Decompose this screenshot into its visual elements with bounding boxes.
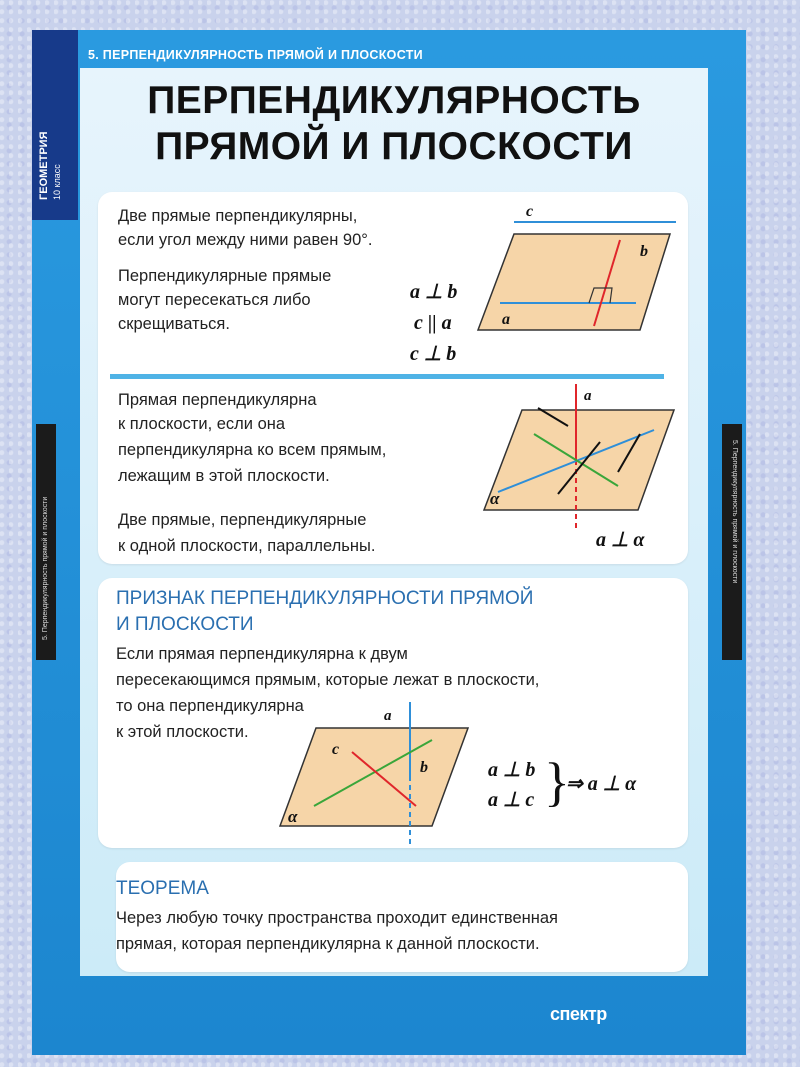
s2-line3: перпендикулярна ко всем прямым, [118,441,387,459]
criterion-diagram [276,700,476,850]
s2-formula: a ⊥ α [596,529,645,551]
s1-formula-3: c ⊥ b [410,343,457,365]
s3-line1: Если прямая перпендикулярна к двум [116,645,408,663]
publisher-logo: спектр [550,1004,607,1024]
s2-line1: Прямая перпендикулярна [118,391,317,409]
s1-formula-1: a ⊥ b [410,281,458,303]
label-alpha: α [490,489,500,508]
s4-line1: Через любую точку пространства проходит единственная [116,909,558,927]
edge-text-left: 5. Перпендикулярность прямой и плоскости [42,496,49,640]
label-a: a [502,311,510,328]
plane-alpha [280,728,468,826]
brace: } [544,752,570,812]
s1-line2: если угол между ними равен 90°. [118,231,373,249]
s3-line2: пересекающимся прямым, которые лежат в плоскости, [116,671,540,689]
s4-heading: ТЕОРЕМА [116,878,209,899]
label-a: a [384,708,392,724]
line-plane-diagram [478,382,688,532]
label-b: b [640,243,648,260]
s3-line3: то она перпендикулярна [116,697,304,715]
section-divider [110,374,664,379]
edge-text-right: 5. Перпендикулярность прямой и плоскости [731,440,738,584]
s3-heading-2: И ПЛОСКОСТИ [116,614,254,635]
s3-condition-2: a ⊥ c [488,789,535,811]
skew-lines-diagram [470,200,690,340]
s2-line4: лежащим в этой плоскости. [118,467,330,485]
label-c: c [332,741,340,758]
s4-line2: прямая, которая перпендикулярна к данной плоскости. [116,935,540,953]
label-alpha: α [288,807,298,826]
s2-line6: к одной плоскости, параллельны. [118,537,376,555]
label-c: c [526,203,534,220]
s1-formula-2: c || a [414,312,452,334]
s1-line3: Перпендикулярные прямые [118,267,332,285]
subject-label: ГЕОМЕТРИЯ 10 класс [38,131,62,200]
page-title: ПЕРПЕНДИКУЛЯРНОСТЬ ПРЯМОЙ И ПЛОСКОСТИ [147,79,641,168]
s3-heading-1: ПРИЗНАК ПЕРПЕНДИКУЛЯРНОСТИ ПРЯМОЙ [116,588,534,609]
s1-line5: скрещиваться. [118,315,230,333]
s2-line5: Две прямые, перпендикулярные [118,511,367,529]
s3-result: ⇒ a ⊥ α [566,773,637,795]
s1-line1: Две прямые перпендикулярны, [118,207,358,225]
s3-line4: к этой плоскости. [116,723,249,741]
s1-line4: могут пересекаться либо [118,291,311,309]
s2-line2: к плоскости, если она [118,415,286,433]
label-a: a [584,388,592,404]
s3-condition-1: a ⊥ b [488,759,536,781]
strip-title: 5. ПЕРПЕНДИКУЛЯРНОСТЬ ПРЯМОЙ И ПЛОСКОСТИ [88,48,423,62]
label-b: b [420,759,428,776]
